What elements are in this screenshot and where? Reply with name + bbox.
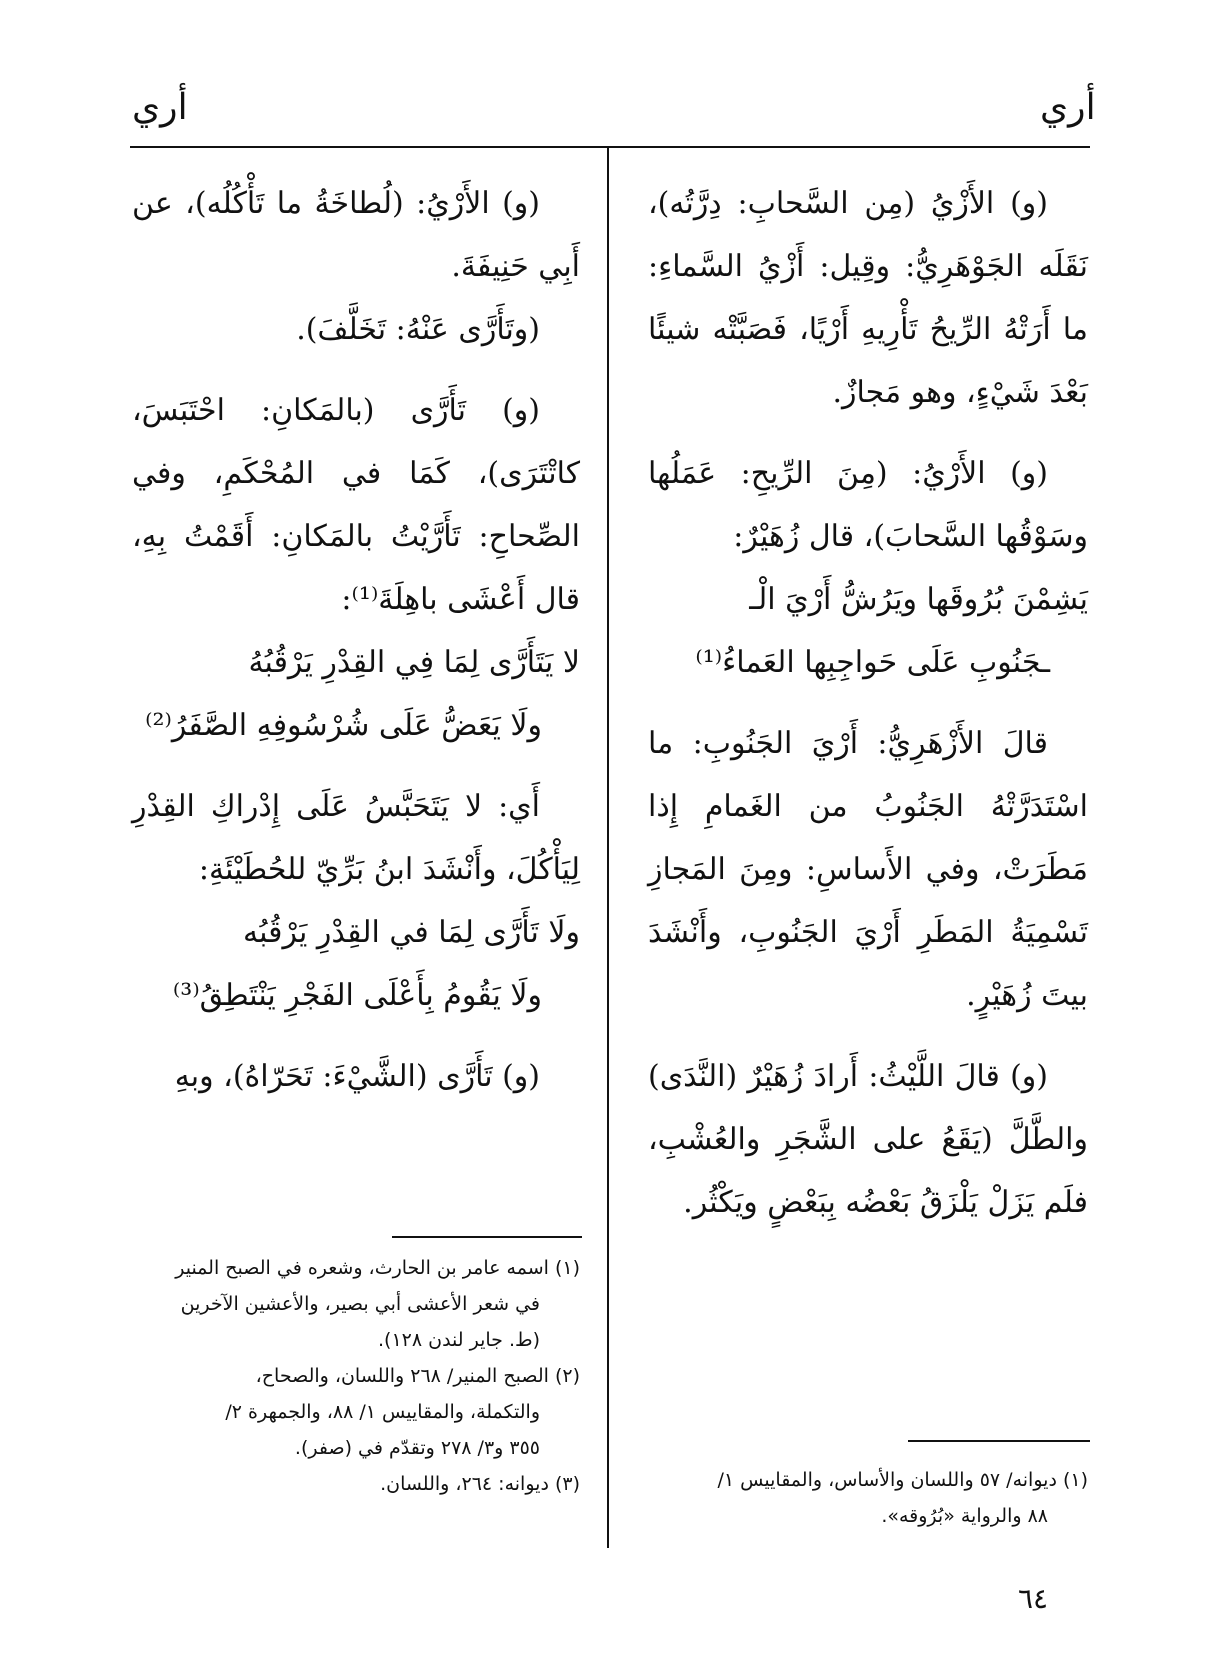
left-column xyxy=(132,172,580,1108)
left-paragraph-5: (و) تَأَرَّى (الشَّيْءَ: تَحَرّاهُ)، وبهِ xyxy=(174,1059,540,1094)
column-divider xyxy=(607,148,609,1548)
right-footnotes xyxy=(648,1462,1088,1534)
left-paragraph-2: (وتَأَرَّى عَنْهُ: تَخَلَّفَ). xyxy=(296,312,540,347)
left-footnote-3: (٣) ديوانه: ٢٦٤، واللسان. xyxy=(380,1473,580,1495)
left-footnote-2-line-1: (٢) الصبح المنير/ ٢٦٨ واللسان، والصحاح، xyxy=(255,1365,580,1387)
left-paragraph-1: (و) الأَرْيُ: (لُطاخَةُ ما تَأْكُلُه)، عن أَبِي حَنِيفَةَ. xyxy=(132,186,580,284)
left-footnote-1-line-1: (١) اسمه عامر بن الحارث، وشعره في الصبح المنير xyxy=(175,1257,580,1279)
left-footnote-2-line-2: والتكملة، والمقاييس ١/ ٨٨، والجمهرة ٢/ xyxy=(225,1401,540,1423)
right-paragraph-2: (و) الأَرْيُ: (مِنَ الرِّيحِ: عَمَلُها وسَوْقُها السَّحابَ)، قال زُهَيْرٌ: xyxy=(648,456,1088,554)
right-footnote-rule xyxy=(908,1440,1090,1442)
right-verse-1-first-hemistich: يَشِمْنَ بُرُوقَها ويَرُشُّ أَرْيَ الْـ xyxy=(749,582,1088,617)
left-paragraph-3: (و) تَأَرَّى (بالمَكانِ: احْتَبَسَ، كاتْتَرَى)، كَمَا في المُحْكَمِ، وفي الصِّحاحِ: تَأَرَّيْتُ بالمَكانِ: أَقَمْتُ بِهِ، قال أَعْشَى باهِلَةَ⁽¹⁾: xyxy=(132,393,580,617)
page-number: ٦٤ xyxy=(1018,1582,1049,1615)
left-footnote-2-line-3: ٣٥٥ و٣/ ٢٧٨ وتقدّم في (صفر). xyxy=(294,1437,540,1459)
right-column xyxy=(648,172,1088,1234)
left-verse-2-first-hemistich: ولَا تَأَرَّى لِمَا في القِدْرِ يَرْقُبُه xyxy=(243,915,580,950)
running-header-right: أري xyxy=(1040,87,1096,128)
header-rule xyxy=(130,146,1090,148)
left-verse-1-second-hemistich: ولَا يَعَضُّ عَلَى شُرْسُوفِهِ الصَّفَرُ⁽²⁾ xyxy=(145,708,542,743)
right-paragraph-4: (و) قالَ اللَّيْثُ: أَرادَ زُهَيْرٌ (النَّدَى) والطَّلَّ (يَقَعُ على الشَّجَرِ والعُشْبِ، فلَم يَزَلْ يَلْزَقُ بَعْضُه بِبَعْضٍ ويَكْثُر. xyxy=(648,1059,1088,1220)
left-verse-1-first-hemistich: لا يَتَأَرَّى لِمَا فِي القِدْرِ يَرْقُبُهُ xyxy=(248,645,580,680)
right-paragraph-1: (و) الأَزْيُ (مِن السَّحابِ: دِرَّتُه)، نَقَلَه الجَوْهَرِيُّ: وقِيل: أَزْيُ السَّماءِ: ما أَرَتْهُ الرِّيحُ تَأْرِيهِ أَرْيًا، فَصَبَّتْه شيئًا بَعْدَ شَيْءٍ، وهو مَجازٌ. xyxy=(648,186,1088,410)
right-footnote-1-line-1: (١) ديوانه/ ٥٧ واللسان والأساس، والمقاييس ١/ xyxy=(717,1469,1088,1491)
running-header-left: أري xyxy=(132,87,188,128)
right-footnote-1-line-2: ٨٨ والرواية «بُرُوقه». xyxy=(881,1505,1048,1527)
left-verse-2-second-hemistich: ولَا يَقُومُ بِأَعْلَى الفَجْرِ يَنْتَطِقُ⁽³⁾ xyxy=(172,978,542,1013)
right-paragraph-3: قالَ الأَزْهَرِيُّ: أَرْيَ الجَنُوبِ: ما اسْتَدَرَّتْهُ الجَنُوبُ من الغَمامِ إِذا مَطَرَتْ، وفي الأَساسِ: ومِنَ المَجازِ تَسْمِيَةُ المَطَرِ أَرْيَ الجَنُوبِ، وأَنْشَدَ بيتَ زُهَيْرٍ. xyxy=(648,726,1088,1013)
left-footnote-1-line-2: في شعر الأعشى أبي بصير، والأعشين الآخرين xyxy=(180,1293,540,1315)
left-paragraph-4: أَي: لا يَتَحَبَّسُ عَلَى إِدْراكِ القِدْرِ لِيَأْكُلَ، وأَنْشَدَ ابنُ بَرِّيّ للحُطَيْئَةِ: xyxy=(132,789,580,887)
right-verse-1-second-hemistich: ـجَنُوبِ عَلَى حَواجِبِها العَماءُ⁽¹⁾ xyxy=(695,645,1050,680)
left-footnote-rule xyxy=(392,1236,582,1238)
left-footnote-1-line-3: (ط. جاير لندن ١٢٨). xyxy=(378,1329,540,1351)
left-footnotes xyxy=(132,1250,580,1502)
